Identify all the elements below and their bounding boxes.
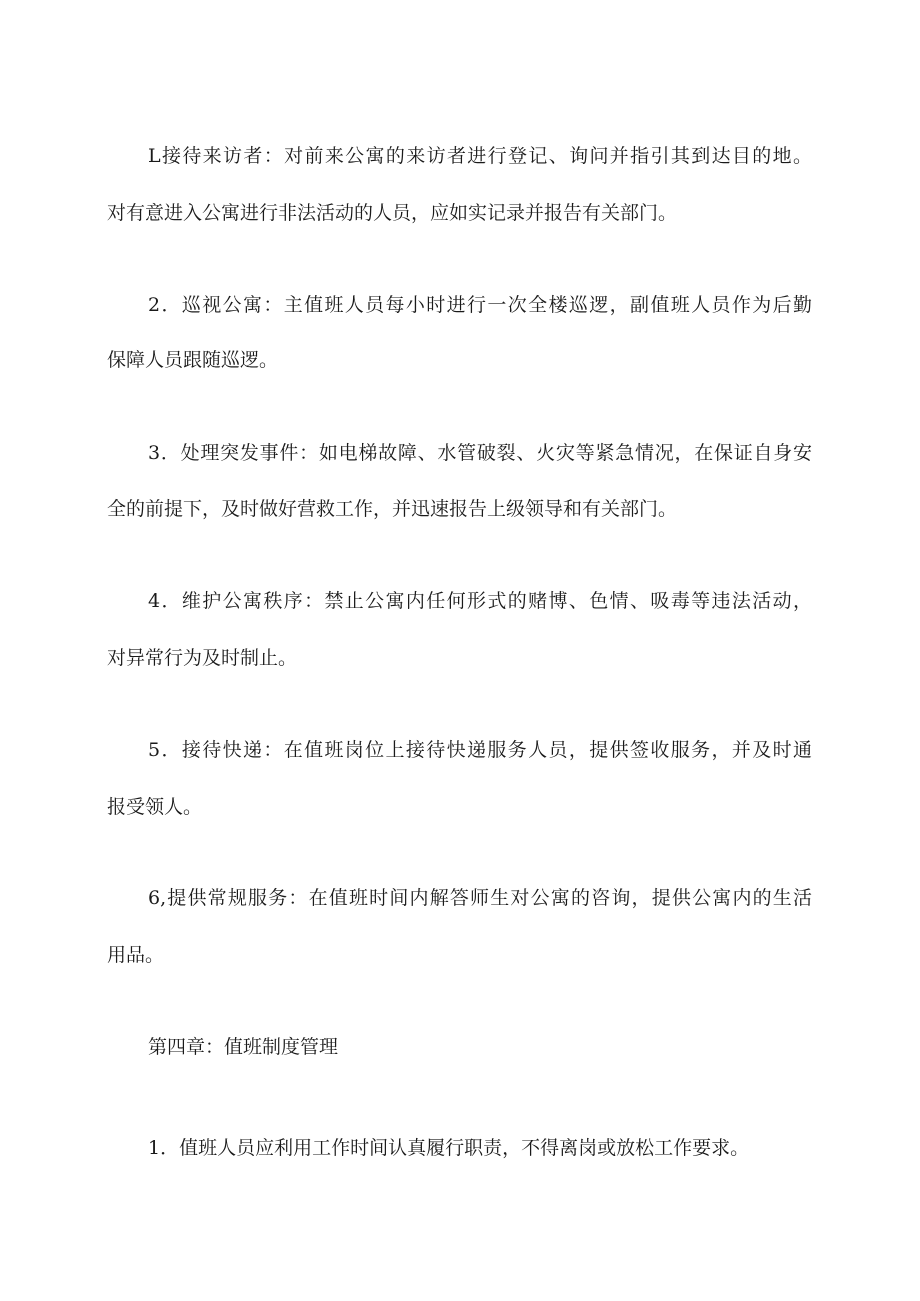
item-2-first-line: 2．巡视公寓：主值班人员每小时进行一次全楼巡逻，副值班人员作为后勤 (148, 294, 812, 316)
item-4-continuation: 对异常行为及时制止。 (107, 647, 298, 669)
chapter-item-1: 1．值班人员应利用工作时间认真履行职责，不得离岗或放松工作要求。 (148, 1137, 750, 1159)
chapter-heading: 第四章：值班制度管理 (148, 1036, 339, 1058)
item-1-first-line: L接待来访者：对前来公寓的来访者进行登记、询问并指引其到达目的地。 (148, 145, 812, 167)
item-5-first-line: 5．接待快递：在值班岗位上接待快递服务人员，提供签收服务，并及时通 (148, 739, 812, 761)
item-6-first-line: 6,提供常规服务：在值班时间内解答师生对公寓的咨询，提供公寓内的生活 (148, 887, 812, 909)
item-2-continuation: 保障人员跟随巡逻。 (107, 349, 279, 371)
item-6-continuation: 用品。 (107, 944, 165, 966)
item-3-first-line: 3．处理突发事件：如电梯故障、水管破裂、火灾等紧急情况，在保证自身安 (148, 442, 812, 464)
item-3-continuation: 全的前提下，及时做好营救工作，并迅速报告上级领导和有关部门。 (107, 498, 678, 520)
item-1-continuation: 对有意进入公寓进行非法活动的人员，应如实记录并报告有关部门。 (107, 202, 678, 224)
item-4-first-line: 4．维护公寓秩序：禁止公寓内任何形式的赌博、色情、吸毒等违法活动， (148, 590, 812, 612)
item-5-continuation: 报受领人。 (107, 796, 203, 818)
